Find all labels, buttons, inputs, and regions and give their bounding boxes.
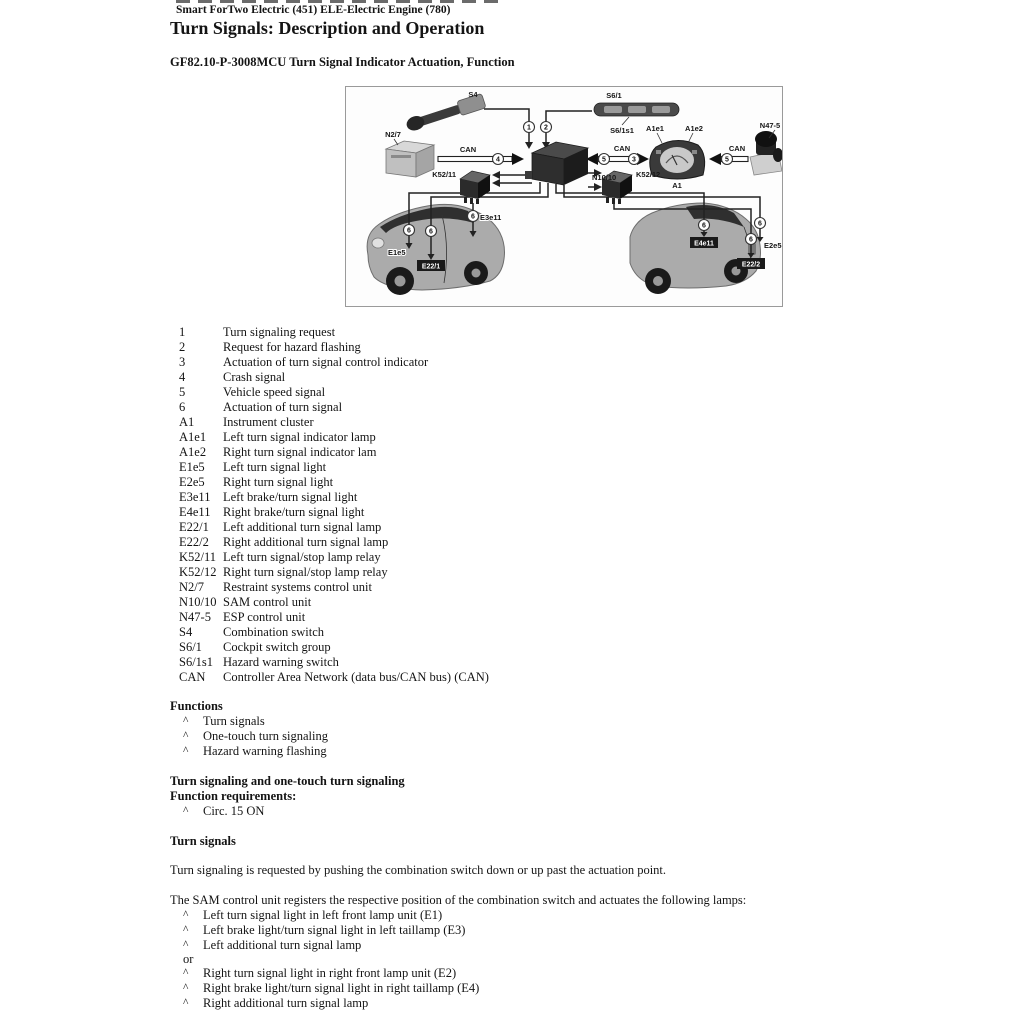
requirement-item <box>170 804 890 819</box>
document-header <box>170 4 870 70</box>
restraint-control-unit-icon <box>386 139 434 177</box>
combination-switch-icon <box>404 93 486 132</box>
legend-code: E22/1 <box>179 520 209 534</box>
callout-4: 4 <box>496 156 500 164</box>
can-label-1: CAN <box>459 145 477 154</box>
callout-6-e1e5: 6 <box>407 227 411 235</box>
legend-row <box>179 400 739 415</box>
callout-6-e3e11: 6 <box>471 213 475 221</box>
legend-row <box>179 325 739 340</box>
caret-bullet: ^ <box>183 715 189 727</box>
legend-desc: Request for hazard flashing <box>223 340 361 354</box>
s6-1-label: S6/1 <box>606 91 622 100</box>
legend-row <box>179 520 739 535</box>
legend-code: A1e2 <box>179 445 207 459</box>
function-item <box>170 729 890 744</box>
legend-desc: Hazard warning switch <box>223 655 339 669</box>
k52-12-label: K52/12 <box>636 170 661 179</box>
diagram-svg <box>346 87 782 306</box>
legend-row <box>179 565 739 580</box>
right-car-illustration <box>630 203 761 294</box>
callout-5-right: 5 <box>725 156 729 164</box>
legend-row <box>179 370 739 385</box>
legend-code: 3 <box>179 355 186 369</box>
legend-code: E3e11 <box>179 490 211 504</box>
diagram-legend <box>179 325 739 685</box>
lamp-item-text: Right turn signal light in right front lamp unit (E2) <box>203 966 457 980</box>
legend-row <box>179 580 739 595</box>
legend-row <box>179 625 739 640</box>
turn-signals-heading: Turn signals <box>170 834 236 848</box>
legend-row <box>179 430 739 445</box>
sam-control-unit-icon <box>525 142 588 185</box>
legend-desc: Crash signal <box>223 370 286 384</box>
legend-desc: Vehicle speed signal <box>223 385 326 399</box>
legend-desc: Left additional turn signal lamp <box>223 520 382 534</box>
cockpit-switch-group-icon <box>594 103 679 125</box>
legend-desc: Cockpit switch group <box>223 640 331 654</box>
caret-bullet: ^ <box>183 939 189 951</box>
caret-bullet: ^ <box>183 924 189 936</box>
legend-row <box>179 445 739 460</box>
legend-code: 1 <box>179 325 186 339</box>
legend-desc: Combination switch <box>223 625 325 639</box>
caret-bullet: ^ <box>183 967 189 979</box>
legend-desc: Actuation of turn signal <box>223 400 343 414</box>
n47-5-label: N47-5 <box>759 121 781 130</box>
legend-desc: Right turn signal indicator lam <box>223 445 377 459</box>
functions-heading: Functions <box>170 699 223 713</box>
legend-code: E4e11 <box>179 505 211 519</box>
caret-bullet: ^ <box>183 730 189 742</box>
legend-desc: SAM control unit <box>223 595 312 609</box>
legend-code: 4 <box>179 370 186 384</box>
function-item <box>170 744 890 759</box>
legend-code: 2 <box>179 340 186 354</box>
lamp-item <box>170 966 890 981</box>
s4-label: S4 <box>468 90 478 99</box>
right-indicator-lamp-icon <box>692 150 697 154</box>
legend-desc: Actuation of turn signal control indicator <box>223 355 429 369</box>
legend-desc: Turn signaling request <box>223 325 336 339</box>
legend-code: CAN <box>179 670 206 684</box>
k52-11-label: K52/11 <box>432 170 456 179</box>
legend-code: A1 <box>179 415 195 429</box>
legend-desc: Instrument cluster <box>223 415 314 429</box>
esp-control-unit-icon <box>750 130 782 175</box>
legend-desc: Right brake/turn signal light <box>223 505 365 519</box>
callout-6-e22-1: 6 <box>429 228 433 236</box>
legend-row <box>179 355 739 370</box>
turn-signal-function-diagram <box>345 86 783 307</box>
callout-1: 1 <box>527 124 531 132</box>
legend-row <box>179 550 739 565</box>
legend-code: E1e5 <box>179 460 205 474</box>
caret-bullet: ^ <box>183 982 189 994</box>
turn-signaling-heading: Turn signaling and one-touch turn signaling <box>170 774 405 788</box>
caret-bullet: ^ <box>183 997 189 1009</box>
function-item-text: Turn signals <box>203 714 265 728</box>
turn-signals-paragraph-1: Turn signaling is requested by pushing the combination switch down or up past the actuation point. <box>170 863 667 877</box>
legend-desc: Controller Area Network (data bus/CAN bus) (CAN) <box>223 670 489 684</box>
e22-1-label: E22/1 <box>421 263 441 271</box>
legend-row <box>179 475 739 490</box>
legend-code: K52/12 <box>179 565 217 579</box>
legend-code: E2e5 <box>179 475 205 489</box>
a1e1-label: A1e1 <box>646 124 664 133</box>
callout-6-e4e11: 6 <box>702 222 706 230</box>
callout-5-left: 5 <box>602 156 606 164</box>
legend-row <box>179 460 739 475</box>
document-code-heading: GF82.10-P-3008MCU Turn Signal Indicator Actuation, Function <box>170 55 515 69</box>
legend-row <box>179 610 739 625</box>
legend-row <box>179 415 739 430</box>
legend-desc: ESP control unit <box>223 610 306 624</box>
legend-desc: Right turn signal/stop lamp relay <box>223 565 388 579</box>
can-bus-n2_7-to-sam <box>438 153 524 165</box>
a1-label: A1 <box>672 181 682 190</box>
turn-signaling-section <box>170 774 890 819</box>
e2e5-label: E2e5 <box>764 241 782 250</box>
headlight-icon <box>372 238 384 248</box>
functions-section <box>170 699 890 759</box>
e4e11-label: E4e11 <box>694 240 714 248</box>
caret-bullet: ^ <box>183 745 189 757</box>
legend-desc: Right additional turn signal lamp <box>223 535 389 549</box>
lamp-item <box>170 996 890 1011</box>
turn-signals-paragraph-2: The SAM control unit registers the respective position of the combination switch and actuates the following lamps: <box>170 893 747 907</box>
caret-bullet: ^ <box>183 805 189 817</box>
lamp-item-text: Right additional turn signal lamp <box>203 996 369 1010</box>
function-item <box>170 714 890 729</box>
page-title: Turn Signals: Description and Operation <box>170 18 485 38</box>
legend-code: S6/1s1 <box>179 655 214 669</box>
legend-row <box>179 505 739 520</box>
legend-code: S6/1 <box>179 640 202 654</box>
legend-code: S4 <box>179 625 193 639</box>
legend-code: A1e1 <box>179 430 207 444</box>
lamp-item <box>170 938 890 953</box>
legend-row <box>179 670 739 685</box>
lamp-item-text: Left brake light/turn signal light in left taillamp (E3) <box>203 923 466 937</box>
legend-code: N10/10 <box>179 595 217 609</box>
e3e11-label: E3e11 <box>480 213 502 222</box>
legend-desc: Left turn signal light <box>223 460 327 474</box>
callout-6-e22-2: 6 <box>749 236 753 244</box>
legend-desc: Restraint systems control unit <box>223 580 372 594</box>
lamp-item-text: Left turn signal light in left front lamp unit (E1) <box>203 908 443 922</box>
legend-code: 5 <box>179 385 186 399</box>
callout-2: 2 <box>544 124 548 132</box>
legend-desc: Left turn signal indicator lamp <box>223 430 376 444</box>
legend-code: K52/11 <box>179 550 217 564</box>
legend-row <box>179 655 739 670</box>
can-label-2: CAN <box>613 144 631 153</box>
legend-row <box>179 490 739 505</box>
n2-7-label: N2/7 <box>385 130 401 139</box>
legend-desc: Left turn signal/stop lamp relay <box>223 550 381 564</box>
function-item-text: Hazard warning flashing <box>203 744 327 758</box>
lamp-item-text: Right brake light/turn signal light in right taillamp (E4) <box>203 981 480 995</box>
e22-2-label: E22/2 <box>741 261 761 269</box>
function-requirements-heading: Function requirements: <box>170 789 297 803</box>
requirement-item-text: Circ. 15 ON <box>203 804 265 818</box>
left-indicator-lamp-icon <box>656 150 661 154</box>
caret-bullet: ^ <box>183 909 189 921</box>
or-separator: or <box>183 952 194 966</box>
lamp-item <box>170 908 890 923</box>
legend-desc: Right turn signal light <box>223 475 334 489</box>
turn-signals-section <box>170 834 890 1011</box>
lamp-item <box>170 981 890 996</box>
n10-10-label: N10/10 <box>592 173 617 182</box>
legend-row <box>179 640 739 655</box>
legend-code: E22/2 <box>179 535 209 549</box>
legend-row <box>179 340 739 355</box>
function-item-text: One-touch turn signaling <box>203 729 328 743</box>
clipped-text-artifact <box>176 0 506 3</box>
lamp-item <box>170 923 890 938</box>
legend-desc: Left brake/turn signal light <box>223 490 358 504</box>
legend-code: 6 <box>179 400 186 414</box>
legend-row <box>179 595 739 610</box>
legend-code: N47-5 <box>179 610 211 624</box>
lamp-item-text: Left additional turn signal lamp <box>203 938 362 952</box>
legend-row <box>179 535 739 550</box>
left-turn-stop-relay-icon <box>460 171 490 204</box>
can-label-3: CAN <box>728 144 746 153</box>
s6-1s1-label: S6/1s1 <box>610 126 634 135</box>
legend-row <box>179 385 739 400</box>
callout-6-e2e5: 6 <box>758 220 762 228</box>
a1e2-label: A1e2 <box>685 124 703 133</box>
legend-code: N2/7 <box>179 580 204 594</box>
vehicle-model-line: Smart ForTwo Electric (451) ELE-Electric Engine (780) <box>176 4 451 16</box>
callout-3: 3 <box>632 156 636 164</box>
e1e5-label: E1e5 <box>388 248 406 257</box>
